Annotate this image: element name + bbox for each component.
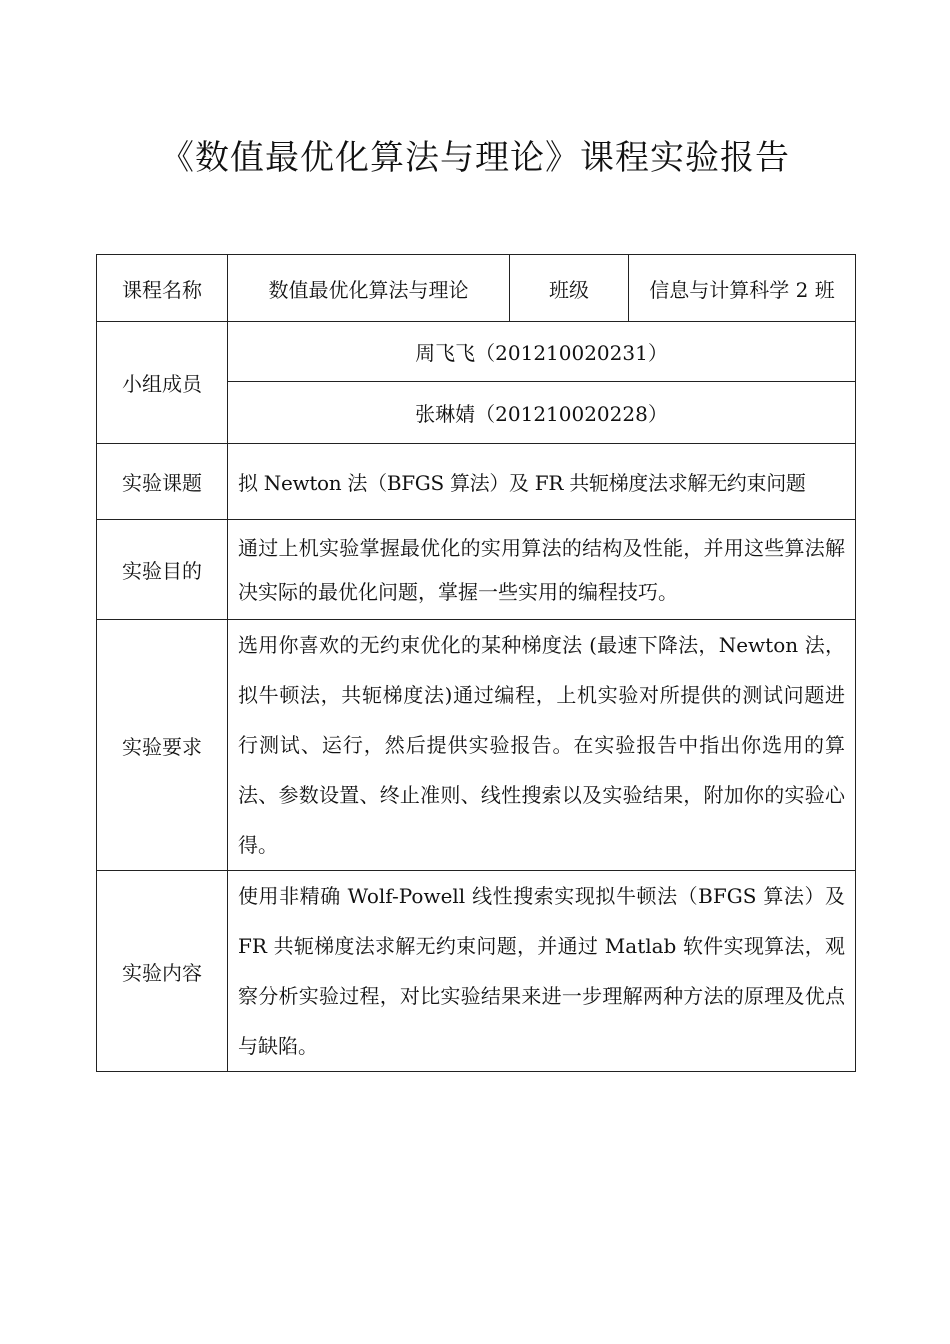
report-table bbox=[96, 254, 856, 1072]
course-name-label: 课程名称 bbox=[97, 255, 228, 322]
requirements-label: 实验要求 bbox=[97, 620, 228, 871]
purpose-label: 实验目的 bbox=[97, 520, 228, 620]
requirements-row bbox=[97, 620, 856, 871]
course-name-value: 数值最优化算法与理论 bbox=[228, 255, 510, 322]
member-2: 张琳婧（201210020228） bbox=[228, 382, 856, 444]
member-row-1 bbox=[97, 322, 856, 382]
purpose-row bbox=[97, 520, 856, 620]
class-label: 班级 bbox=[510, 255, 629, 322]
members-label: 小组成员 bbox=[97, 322, 228, 444]
class-value: 信息与计算科学 2 班 bbox=[629, 255, 856, 322]
report-title: 《数值最优化算法与理论》课程实验报告 bbox=[160, 138, 790, 178]
content-label: 实验内容 bbox=[97, 871, 228, 1072]
topic-label: 实验课题 bbox=[97, 444, 228, 520]
content-row bbox=[97, 871, 856, 1072]
topic-value: 拟 Newton 法（BFGS 算法）及 FR 共轭梯度法求解无约束问题 bbox=[228, 444, 856, 520]
course-row bbox=[97, 255, 856, 322]
topic-row bbox=[97, 444, 856, 520]
member-1: 周飞飞（201210020231） bbox=[228, 322, 856, 382]
requirements-value: 选用你喜欢的无约束优化的某种梯度法 (最速下降法，Newton 法，拟牛顿法，共轭梯度法)通过编程，上机实验对所提供的测试问题进行测试、运行，然后提供实验报告。在实验报告中指出你选用的算法、参数设置、终止准则、线性搜索以及实验结果，附加你的实验心得。 bbox=[228, 620, 856, 871]
content-value: 使用非精确 Wolf-Powell 线性搜索实现拟牛顿法（BFGS 算法）及 FR 共轭梯度法求解无约束问题，并通过 Matlab 软件实现算法，观察分析实验过程，对比实验结果来进一步理解两种方法的原理及优点与缺陷。 bbox=[228, 871, 856, 1072]
purpose-value: 通过上机实验掌握最优化的实用算法的结构及性能，并用这些算法解决实际的最优化问题，掌握一些实用的编程技巧。 bbox=[228, 520, 856, 620]
